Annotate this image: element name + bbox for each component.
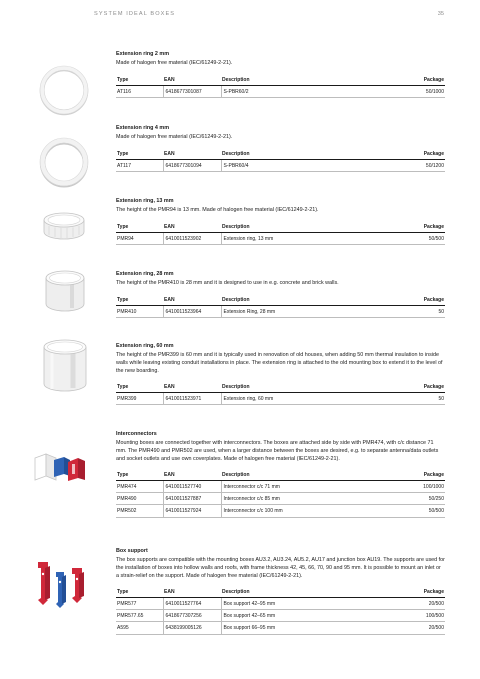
cell-ean: 6410011523964 bbox=[163, 306, 221, 318]
table-header-row bbox=[116, 382, 445, 393]
column-header-package: Package bbox=[346, 75, 445, 86]
section-description: The height of the PMR94 is 13 mm. Made of halogen free material (IEC/61249-2-21). bbox=[116, 207, 319, 213]
cell-ean: 6410011527924 bbox=[163, 505, 221, 517]
cell-ean: 6418677307256 bbox=[163, 610, 221, 622]
cell-description: S-PBR60/2 bbox=[221, 86, 346, 98]
table-row bbox=[116, 610, 445, 622]
column-header-package: Package bbox=[346, 149, 445, 160]
cell-package: 50/250 bbox=[346, 493, 445, 505]
cell-description: Box support 42–65 mm bbox=[221, 610, 346, 622]
section-extension-ring-28mm bbox=[116, 271, 445, 318]
product-table bbox=[116, 222, 445, 245]
column-header-description: Description bbox=[221, 75, 346, 86]
cell-package: 20/500 bbox=[346, 598, 445, 610]
cell-package: 100/1000 bbox=[346, 481, 445, 493]
section-description: The height of the PMR399 is 60 mm and it is typically used in renovation of old houses, when adding 50 mm thermal insulation to inside walls while leaving existing conduit installations in place. The extension ring is attached to the old mounting box to extend it to the level of the new boarding. bbox=[116, 352, 443, 374]
product-table bbox=[116, 295, 445, 318]
column-header-type: Type bbox=[116, 75, 163, 86]
cell-description: S-PBR60/4 bbox=[221, 160, 346, 172]
cell-description: Interconnector c/c 85 mm bbox=[221, 493, 346, 505]
column-header-description: Description bbox=[221, 587, 346, 598]
table-row bbox=[116, 481, 445, 493]
ring-13mm-icon bbox=[40, 208, 88, 244]
section-title: Extension ring 2 mm bbox=[116, 51, 170, 57]
section-extension-ring-60mm bbox=[116, 343, 445, 405]
table-header-row bbox=[116, 470, 445, 481]
section-title: Extension ring, 60 mm bbox=[116, 343, 174, 349]
cell-ean: 6438199005126 bbox=[163, 622, 221, 634]
column-header-package: Package bbox=[346, 587, 445, 598]
table-row bbox=[116, 233, 445, 245]
section-description: The height of the PMR410 is 28 mm and it is designed to use in e.g. concrete and brick walls. bbox=[116, 280, 339, 286]
section-extension-ring-4mm bbox=[116, 125, 445, 172]
section-extension-ring-13mm bbox=[116, 198, 445, 245]
column-header-package: Package bbox=[346, 222, 445, 233]
table-row bbox=[116, 493, 445, 505]
cell-type: PMR502 bbox=[116, 505, 163, 517]
cell-ean: 6418677301087 bbox=[163, 86, 221, 98]
table-row bbox=[116, 86, 445, 98]
column-header-ean: EAN bbox=[163, 75, 221, 86]
column-header-type: Type bbox=[116, 470, 163, 481]
cell-package: 50 bbox=[346, 393, 445, 405]
cell-package: 50/1000 bbox=[346, 86, 445, 98]
product-table bbox=[116, 587, 445, 635]
box-support-icon bbox=[34, 558, 96, 612]
table-row bbox=[116, 505, 445, 517]
table-row bbox=[116, 598, 445, 610]
cell-ean: 6410011527887 bbox=[163, 493, 221, 505]
ring-4mm-icon bbox=[38, 136, 90, 188]
table-header-row bbox=[116, 222, 445, 233]
product-table bbox=[116, 149, 445, 172]
cell-package: 100/500 bbox=[346, 610, 445, 622]
column-header-type: Type bbox=[116, 587, 163, 598]
column-header-type: Type bbox=[116, 295, 163, 306]
cell-ean: 6418677301094 bbox=[163, 160, 221, 172]
column-header-package: Package bbox=[346, 382, 445, 393]
section-title: Extension ring, 28 mm bbox=[116, 271, 174, 277]
column-header-description: Description bbox=[221, 149, 346, 160]
column-header-type: Type bbox=[116, 382, 163, 393]
cell-description: Extension ring, 60 mm bbox=[221, 393, 346, 405]
running-header: SYSTEM IDEAL BOXES bbox=[94, 11, 176, 17]
column-header-description: Description bbox=[221, 382, 346, 393]
cell-type: PMR577.65 bbox=[116, 610, 163, 622]
column-header-ean: EAN bbox=[163, 470, 221, 481]
cell-package: 50/500 bbox=[346, 505, 445, 517]
cell-type: PMR94 bbox=[116, 233, 163, 245]
product-table bbox=[116, 75, 445, 98]
ring-28mm-icon bbox=[42, 268, 88, 316]
cell-ean: 6410011527764 bbox=[163, 598, 221, 610]
column-header-description: Description bbox=[221, 222, 346, 233]
table-row bbox=[116, 160, 445, 172]
product-table bbox=[116, 470, 445, 518]
cell-package: 50/500 bbox=[346, 233, 445, 245]
section-description: Made of halogen free material (IEC/61249-2-21). bbox=[116, 134, 233, 140]
column-header-package: Package bbox=[346, 295, 445, 306]
cell-type: PMR474 bbox=[116, 481, 163, 493]
column-header-description: Description bbox=[221, 295, 346, 306]
cell-type: AT117 bbox=[116, 160, 163, 172]
section-description: Made of halogen free material (IEC/61249-2-21). bbox=[116, 60, 233, 66]
interconnector-icon bbox=[32, 450, 92, 484]
cell-type: AT116 bbox=[116, 86, 163, 98]
cell-description: Extension ring, 13 mm bbox=[221, 233, 346, 245]
section-title: Box support bbox=[116, 548, 148, 554]
table-row bbox=[116, 393, 445, 405]
cell-package: 50/1200 bbox=[346, 160, 445, 172]
page-number: 35 bbox=[437, 11, 444, 17]
cell-package: 50 bbox=[346, 306, 445, 318]
cell-type: PMR490 bbox=[116, 493, 163, 505]
column-header-type: Type bbox=[116, 222, 163, 233]
table-row bbox=[116, 306, 445, 318]
column-header-ean: EAN bbox=[163, 382, 221, 393]
cell-ean: 6410011523971 bbox=[163, 393, 221, 405]
section-box-support bbox=[116, 548, 445, 635]
ring-60mm-icon bbox=[40, 338, 90, 394]
section-title: Extension ring, 13 mm bbox=[116, 198, 174, 204]
cell-description: Box support 42–95 mm bbox=[221, 598, 346, 610]
column-header-ean: EAN bbox=[163, 295, 221, 306]
product-table bbox=[116, 382, 445, 405]
section-description: The box supports are compatible with the mounting boxes AU3.2, AU3.24, AU5.2, AU17 and junction box AU19. The supports are used for the installation of boxes into hollow walls and roofs, with frame thickness 42, 45, 66, 70, 90 and 95 mm. It is possible to mount an inlet or a strain-relief on the support. Made of halogen free material (IEC/61249-2-21). bbox=[116, 557, 445, 579]
cell-description: Interconnector c/c 71 mm bbox=[221, 481, 346, 493]
section-title: Interconnectors bbox=[116, 431, 157, 437]
column-header-ean: EAN bbox=[163, 149, 221, 160]
section-extension-ring-2mm bbox=[116, 51, 445, 98]
table-row bbox=[116, 622, 445, 634]
cell-type: A595 bbox=[116, 622, 163, 634]
cell-description: Box support 66–95 mm bbox=[221, 622, 346, 634]
section-interconnectors bbox=[116, 431, 445, 518]
column-header-type: Type bbox=[116, 149, 163, 160]
table-header-row bbox=[116, 75, 445, 86]
cell-description: Interconnector c/c 100 mm bbox=[221, 505, 346, 517]
ring-2mm-icon bbox=[38, 64, 90, 116]
cell-ean: 6410011527740 bbox=[163, 481, 221, 493]
cell-type: PMR399 bbox=[116, 393, 163, 405]
cell-package: 20/500 bbox=[346, 622, 445, 634]
column-header-package: Package bbox=[346, 470, 445, 481]
section-description: Mounting boxes are connected together with interconnectors. The boxes are attached side by side with PMR474, with c/c distance 71 mm. The PMR490 and PMR502 are used, when a larger distance between the boxes are desired, e.g. to separate antenna/data outlets and socket outlets and use own coverplates. Made of halogen free material (IEC/61249-2-21). bbox=[116, 440, 439, 462]
table-header-row bbox=[116, 149, 445, 160]
table-header-row bbox=[116, 295, 445, 306]
cell-type: PMR577 bbox=[116, 598, 163, 610]
column-header-ean: EAN bbox=[163, 222, 221, 233]
cell-type: PMR410 bbox=[116, 306, 163, 318]
cell-ean: 6410011523902 bbox=[163, 233, 221, 245]
cell-description: Extension Ring, 28 mm bbox=[221, 306, 346, 318]
section-title: Extension ring 4 mm bbox=[116, 125, 170, 131]
column-header-ean: EAN bbox=[163, 587, 221, 598]
table-header-row bbox=[116, 587, 445, 598]
column-header-description: Description bbox=[221, 470, 346, 481]
